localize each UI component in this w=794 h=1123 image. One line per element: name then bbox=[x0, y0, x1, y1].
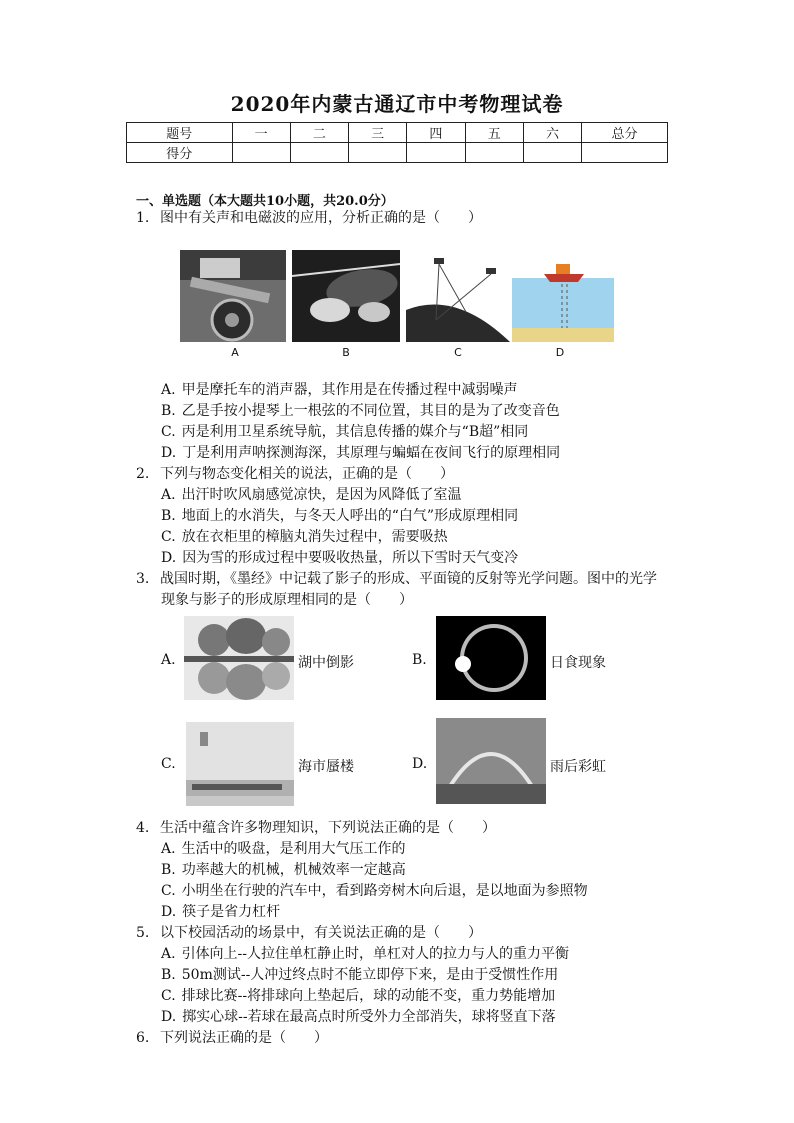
score-table bbox=[126, 122, 668, 163]
option-text: 海市蜃楼 bbox=[298, 759, 354, 775]
question-stem: 以下校园活动的场景中，有关说法正确的是（ ） bbox=[160, 925, 482, 941]
option-text: 小明坐在行驶的汽车中，看到路旁树木向后退，是以地面为参照物 bbox=[181, 883, 588, 899]
option-b[interactable] bbox=[161, 506, 518, 526]
question-stem: 生活中蕴含许多物理知识，下列说法正确的是（ ） bbox=[160, 820, 496, 836]
option-a[interactable] bbox=[161, 944, 569, 964]
option-text: 日食现象 bbox=[550, 655, 606, 671]
question-2 bbox=[136, 464, 454, 484]
option-letter: A. bbox=[161, 382, 176, 398]
option-letter: A. bbox=[161, 652, 176, 668]
option-c[interactable] bbox=[161, 986, 555, 1006]
score-cell bbox=[232, 143, 290, 163]
option-d[interactable] bbox=[161, 548, 518, 568]
table-cell: 一 bbox=[232, 123, 290, 143]
mirage-image[interactable] bbox=[186, 722, 294, 806]
option-letter: A. bbox=[161, 487, 176, 503]
question-stem: 战国时期，《墨经》中记载了影子的形成、平面镜的反射等光学问题。图中的光学 bbox=[160, 571, 657, 587]
table-cell: 得分 bbox=[127, 143, 233, 163]
page-title: 2020年内蒙古通辽市中考物理试卷 bbox=[230, 92, 564, 116]
question-stem: 图中有关声和电磁波的应用，分析正确的是（ ） bbox=[160, 210, 482, 226]
question-stem: 下列说法正确的是（ ） bbox=[160, 1030, 328, 1046]
score-cell bbox=[290, 143, 348, 163]
score-cell bbox=[523, 143, 581, 163]
section-heading: 一、单选题（本大题共10小题，共20.0分） bbox=[136, 194, 394, 209]
option-letter: B. bbox=[161, 508, 176, 524]
violin-image bbox=[292, 250, 400, 342]
option-letter: D. bbox=[412, 756, 428, 772]
image-caption: C bbox=[454, 346, 462, 359]
option-c[interactable] bbox=[161, 422, 528, 442]
image-caption: D bbox=[555, 346, 565, 359]
score-cell bbox=[407, 143, 465, 163]
option-b[interactable] bbox=[161, 401, 560, 421]
option-a[interactable] bbox=[161, 380, 518, 400]
lake-reflection-image[interactable] bbox=[184, 616, 294, 700]
question-6 bbox=[136, 1028, 328, 1048]
option-letter: D. bbox=[161, 445, 177, 461]
satellite-navigation-image bbox=[406, 250, 510, 342]
table-cell: 二 bbox=[290, 123, 348, 143]
option-letter: D. bbox=[161, 550, 177, 566]
option-b[interactable] bbox=[161, 965, 558, 985]
score-cell bbox=[465, 143, 523, 163]
question-5 bbox=[136, 923, 482, 943]
score-cell bbox=[349, 143, 407, 163]
option-a[interactable] bbox=[161, 485, 462, 505]
score-table-row bbox=[127, 143, 668, 163]
option-letter: D. bbox=[161, 1009, 177, 1025]
option-text: 丁是利用声呐探测海深，其原理与蝙蝠在夜间飞行的原理相同 bbox=[182, 445, 561, 461]
sonar-ship-image bbox=[512, 250, 614, 342]
question-1 bbox=[136, 208, 482, 228]
option-text: 筷子是省力杠杆 bbox=[182, 904, 281, 920]
option-d[interactable] bbox=[161, 902, 280, 922]
option-text: 乙是手按小提琴上一根弦的不同位置，其目的是为了改变音色 bbox=[181, 403, 560, 419]
question-number: 5. bbox=[136, 925, 150, 941]
option-c[interactable] bbox=[161, 527, 448, 547]
option-d[interactable] bbox=[161, 443, 560, 463]
option-text: 掷实心球--若球在最高点时所受外力全部消失，球将竖直下落 bbox=[182, 1009, 556, 1025]
table-cell: 六 bbox=[523, 123, 581, 143]
option-letter: B. bbox=[161, 403, 176, 419]
option-text: 丙是利用卫星系统导航，其信息传播的媒介与“B超”相同 bbox=[181, 424, 529, 440]
question-4 bbox=[136, 818, 496, 838]
option-text: 生活中的吸盘，是利用大气压工作的 bbox=[181, 841, 406, 857]
option-letter: C. bbox=[161, 883, 176, 899]
question-number: 2. bbox=[136, 466, 150, 482]
table-cell: 四 bbox=[407, 123, 465, 143]
question-3 bbox=[136, 569, 657, 589]
score-cell bbox=[582, 143, 668, 163]
solar-eclipse-image[interactable] bbox=[436, 616, 546, 700]
question-3-continued: 现象与影子的形成原理相同的是（ ） bbox=[161, 592, 413, 608]
option-text: 引体向上--人拉住单杠静止时，单杠对人的拉力与人的重力平衡 bbox=[181, 946, 570, 962]
score-table-header-row bbox=[127, 123, 668, 143]
table-cell: 题号 bbox=[127, 123, 233, 143]
option-letter: C. bbox=[161, 529, 176, 545]
option-letter: D. bbox=[161, 904, 177, 920]
question-number: 1. bbox=[136, 210, 150, 226]
option-letter: C. bbox=[161, 988, 176, 1004]
option-text: 因为雪的形成过程中要吸收热量，所以下雪时天气变冷 bbox=[182, 550, 519, 566]
table-cell: 三 bbox=[349, 123, 407, 143]
option-text: 排球比赛--将排球向上垫起后，球的动能不变，重力势能增加 bbox=[181, 988, 556, 1004]
question-stem: 下列与物态变化相关的说法，正确的是（ ） bbox=[160, 466, 454, 482]
option-text: 地面上的水消失，与冬天人呼出的“白气”形成原理相同 bbox=[181, 508, 519, 524]
option-letter: A. bbox=[161, 841, 176, 857]
option-letter: C. bbox=[161, 756, 176, 772]
option-letter: B. bbox=[161, 967, 176, 983]
option-text: 功率越大的机械，机械效率一定越高 bbox=[181, 862, 406, 878]
question-number: 3. bbox=[136, 571, 150, 587]
option-letter: B. bbox=[161, 862, 176, 878]
option-letter: B. bbox=[412, 652, 427, 668]
motorcycle-muffler-image bbox=[180, 250, 286, 342]
option-letter: C. bbox=[161, 424, 176, 440]
option-letter: A. bbox=[161, 946, 176, 962]
rainbow-image[interactable] bbox=[436, 718, 546, 804]
option-a[interactable] bbox=[161, 839, 406, 859]
option-text: 出汗时吹风扇感觉凉快，是因为风降低了室温 bbox=[181, 487, 462, 503]
option-text: 甲是摩托车的消声器，其作用是在传播过程中减弱噪声 bbox=[181, 382, 518, 398]
question-number: 6. bbox=[136, 1030, 150, 1046]
image-caption: B bbox=[342, 346, 350, 359]
option-text: 放在衣柜里的樟脑丸消失过程中，需要吸热 bbox=[181, 529, 448, 545]
option-text: 湖中倒影 bbox=[298, 655, 354, 671]
option-b[interactable] bbox=[161, 860, 406, 880]
option-c[interactable] bbox=[161, 881, 588, 901]
table-cell: 总分 bbox=[582, 123, 668, 143]
table-cell: 五 bbox=[465, 123, 523, 143]
option-text: 50m测试--人冲过终点时不能立即停下来，是由于受惯性作用 bbox=[181, 967, 559, 983]
option-d[interactable] bbox=[161, 1007, 556, 1027]
image-caption: A bbox=[231, 346, 239, 359]
option-text: 雨后彩虹 bbox=[550, 759, 606, 775]
question-number: 4. bbox=[136, 820, 150, 836]
